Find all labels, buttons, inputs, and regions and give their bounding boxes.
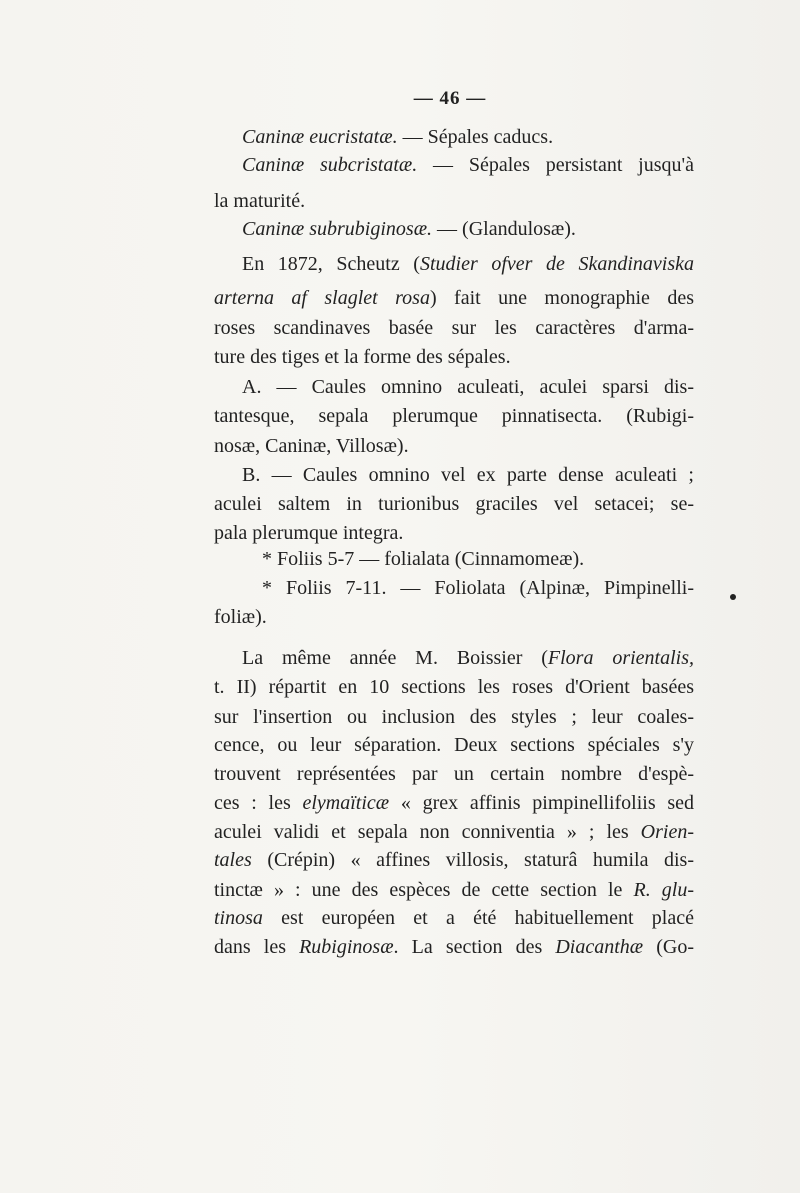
text-segment: tinctæ » : une des espèces de cette section le <box>214 879 634 901</box>
text-segment: t. II) répartit en 10 sections les roses d'Orient basées <box>214 676 694 698</box>
text-line <box>214 250 694 278</box>
text-line <box>214 760 694 788</box>
text-line <box>214 673 694 701</box>
text-line <box>214 373 694 401</box>
text-segment: aculei saltem in turionibus graciles vel setacei; se- <box>214 493 694 515</box>
text-segment: La même année M. Boissier ( <box>242 647 548 669</box>
text-line <box>214 574 694 602</box>
text-segment: B. — Caules omnino vel ex parte dense aculeati ; <box>242 464 694 486</box>
text-segment: * Foliis 7-11. — Foliolata (Alpinæ, Pimpinelli- <box>262 577 694 599</box>
text-segment: ces : les <box>214 792 303 814</box>
text-segment: pala plerumque integra. <box>214 522 404 544</box>
text-segment: roses scandinaves basée sur les caractères d'arma- <box>214 317 694 339</box>
text-segment: tantesque, sepala plerumque pinnatisecta. (Rubigi- <box>214 405 694 427</box>
text-segment: foliæ). <box>214 606 267 628</box>
italic-text: Caninæ subcristatæ. <box>242 154 418 176</box>
text-segment: . La section des <box>393 936 556 958</box>
text-line <box>214 432 694 460</box>
text-line <box>214 876 694 904</box>
text-line <box>214 343 694 371</box>
italic-text: arterna af slaglet rosa <box>214 287 430 309</box>
text-line <box>214 490 694 518</box>
text-line <box>214 789 694 817</box>
text-segment: « grex affinis pimpinellifoliis sed <box>389 792 694 814</box>
italic-text: R. glu- <box>633 879 694 901</box>
text-line <box>214 904 694 932</box>
text-line <box>214 461 694 489</box>
ink-speck <box>730 594 736 600</box>
italic-text: Rubiginosæ <box>299 936 394 958</box>
text-line <box>214 731 694 759</box>
italic-text: Diacanthæ <box>555 936 644 958</box>
text-segment: nosæ, Caninæ, Villosæ). <box>214 435 409 457</box>
text-segment: A. — Caules omnino aculeati, aculei sparsi dis- <box>242 376 694 398</box>
text-line <box>214 215 694 243</box>
text-line <box>214 123 694 151</box>
text-line <box>214 644 694 672</box>
text-line <box>214 933 694 961</box>
text-segment: aculei validi et sepala non conniventia » ; les <box>214 821 641 843</box>
text-segment: trouvent représentées par un certain nombre d'espè- <box>214 763 694 785</box>
text-segment: (Crépin) « affines villosis, staturâ humila dis- <box>251 849 694 871</box>
text-segment: cence, ou leur séparation. Deux sections spéciales s'y <box>214 734 694 756</box>
text-segment: — Sépales caducs. <box>397 126 554 148</box>
text-segment: sur l'insertion ou inclusion des styles ; leur coales- <box>214 706 694 728</box>
italic-text: Studier ofver de Skandinaviska <box>419 253 694 275</box>
text-segment: la maturité. <box>214 190 306 212</box>
italic-text: tinosa <box>214 907 263 929</box>
text-line <box>214 818 694 846</box>
italic-text: Flora orientalis, <box>547 647 694 669</box>
text-line <box>214 519 694 547</box>
text-segment: (Go- <box>643 936 694 958</box>
text-line <box>214 603 694 631</box>
text-segment: En 1872, Scheutz ( <box>242 253 420 275</box>
text-line <box>214 545 694 573</box>
text-segment: ) fait une monographie des <box>429 287 695 309</box>
text-line <box>214 151 694 179</box>
text-line <box>214 314 694 342</box>
text-line <box>214 187 694 215</box>
text-segment: ture des tiges et la forme des sépales. <box>214 346 511 368</box>
italic-text: Caninæ eucristatæ. <box>242 126 398 148</box>
text-segment: — (Glandulosæ). <box>432 218 576 240</box>
italic-text: elymaïticæ <box>302 792 390 814</box>
text-segment: * Foliis 5-7 — folialata (Cinnamomeæ). <box>262 548 585 570</box>
text-line <box>214 402 694 430</box>
text-line <box>214 284 694 312</box>
italic-text: tales <box>214 849 252 871</box>
italic-text: Caninæ subrubiginosæ. <box>242 218 433 240</box>
text-segment: est européen et a été habituellement placé <box>262 907 694 929</box>
page-number: — 46 — <box>413 88 487 109</box>
text-segment: — Sépales persistant jusqu'à <box>417 154 694 176</box>
text-line <box>214 703 694 731</box>
text-segment: dans les <box>214 936 300 958</box>
text-line <box>214 846 694 874</box>
italic-text: Orien- <box>640 821 694 843</box>
